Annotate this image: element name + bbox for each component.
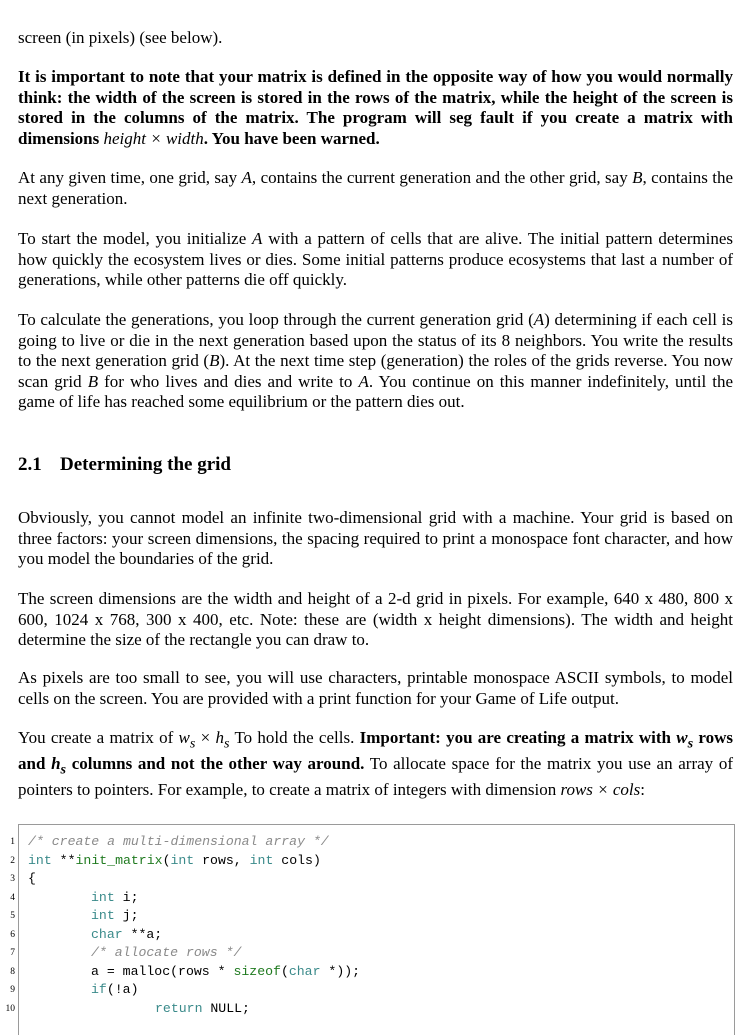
- section-heading: [18, 454, 231, 476]
- code-listing: [5, 824, 735, 1035]
- paragraph-generations: To calculate the generations, you loop through the current generation grid (A) determining if each cell is going to live or die in the next generation based upon the status of its 8 neighbors. You write the results to the next generation grid (B). At the next time step (generation) the roles of the grids reverse. You now scan grid B for who lives and dies and write to A. You continue on this manner indefinitely, until the game of life has reached some equilibrium or the pattern dies out.: [18, 310, 733, 411]
- code-line: 1 /* create a multi-dimensional array */: [10, 834, 329, 849]
- paragraph-initialize: To start the model, you initialize A with a pattern of cells that are alive. The initial pattern determines how quickly the ecosystem lives or dies. Some initial patterns produce ecosystems that last a number of generations, while other patterns die off quickly.: [18, 229, 733, 289]
- code-line: 7 /* allocate rows */: [10, 945, 242, 960]
- code-line: 6 char **a;: [10, 926, 163, 942]
- paragraph-grid-factors: Obviously, you cannot model an infinite two-dimensional grid with a machine. Your grid is based on three factors: your screen dimensions, the spacing required to print a monospace font character, and how you model the boundaries of the grid.: [18, 508, 733, 568]
- code-line: 3 {: [10, 871, 36, 886]
- paragraph-grids: At any given time, one grid, say A, contains the current generation and the other grid, say B, contains the next generation.: [18, 168, 734, 208]
- code-line: 4 int i;: [10, 889, 139, 905]
- paragraph-intro-fragment: screen (in pixels) (see below).: [18, 28, 223, 47]
- code-line: 10 return NULL;: [5, 1000, 250, 1016]
- code-line: 2 int **init_matrix(int rows, int cols): [10, 852, 321, 868]
- paragraph-screen-dimensions: The screen dimensions are the width and height of a 2-d grid in pixels. For example, 640 x 480, 800 x 600, 1024 x 768, 300 x 400, etc. Note: these are (width x height dimensions). The width and height determine the size of the rectangle you can draw to.: [18, 589, 733, 649]
- code-line: 8 a = malloc(rows * sizeof(char *));: [10, 963, 361, 979]
- code-line: 5 int j;: [10, 908, 139, 923]
- code-line: 9 if(!a): [10, 982, 139, 997]
- paragraph-matrix: You create a matrix of $w_s \times h_s$ To hold the cells. Important: you are creating a matrix with $w_s$ rows and $h_s$ columns and not the other way around. To allocate space for the matrix you use an array of pointers to pointers. For example, to create a matrix of integers with dimension rows × cols:: [18, 728, 733, 799]
- paragraph-characters: As pixels are too small to see, you will use characters, printable monospace ASCII symbols, to model cells on the screen. You are provided with a print function for your Game of Life output.: [18, 668, 733, 708]
- paragraph-warning: It is important to note that your matrix is defined in the opposite way of how you would normally think: the width of the screen is stored in the rows of the matrix, while the height of the screen is stored in the columns of the matrix. The program will seg fault if you create a matrix with dimensions height × width. You have been warned.: [18, 67, 733, 148]
- section-title: Determining the grid: [60, 454, 231, 475]
- section-number: 2.1: [18, 454, 42, 475]
